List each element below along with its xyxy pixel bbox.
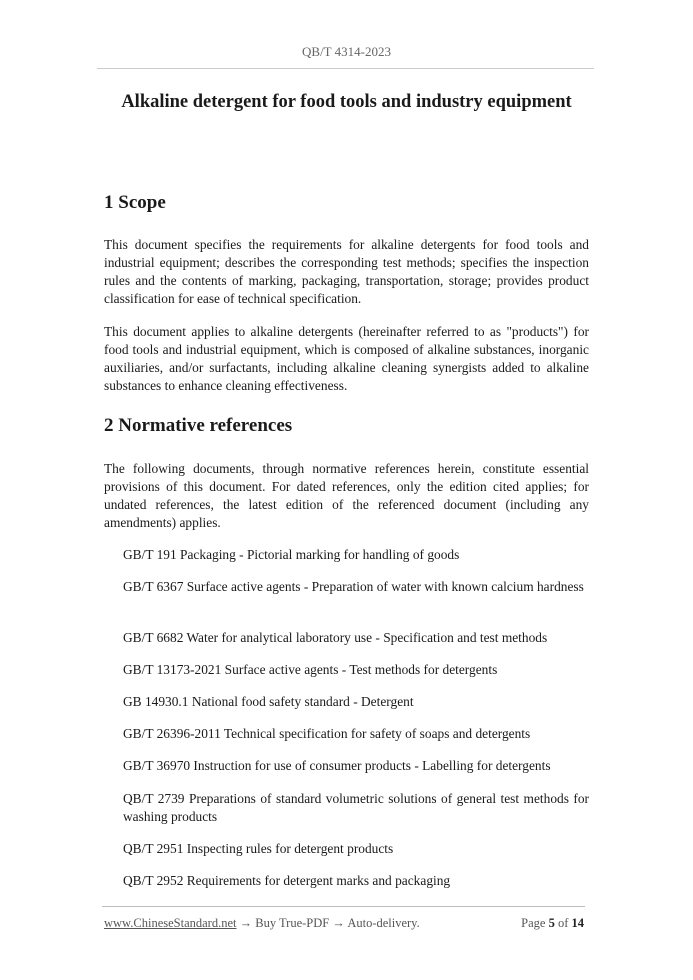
reference-item: GB 14930.1 National food safety standard - Detergent — [123, 694, 414, 709]
footer-divider — [102, 906, 585, 907]
site-link[interactable]: www.ChineseStandard.net — [104, 916, 237, 930]
scope-paragraph-2: This document applies to alkaline detergents (hereinafter referred to as "products") for food tools and industrial equipment, which is composed of alkaline substances, inorganic auxiliaries, and/or surfactants, including alkaline cleaning synergists added to alkaline substances to enhance cleaning effectiveness. — [104, 324, 589, 393]
reference-item: GB/T 6682 Water for analytical laboratory use - Specification and test methods — [123, 630, 548, 645]
page-of-label: of — [557, 916, 569, 930]
footer-promo — [104, 916, 420, 931]
reference-item: GB/T 36970 Instruction for use of consumer products - Labelling for detergents — [123, 758, 551, 773]
reference-item: QB/T 2951 Inspecting rules for detergent products — [123, 841, 394, 856]
normative-intro-paragraph: The following documents, through normative references herein, constitute essential provisions of this document. For dated references, only the edition cited applies; for undated references, the latest edition of the referenced document (including any amendments) applies. — [104, 461, 589, 530]
reference-item: QB/T 2952 Requirements for detergent marks and packaging — [123, 873, 451, 888]
header-divider — [97, 68, 594, 69]
footer-buy-text: Buy True-PDF — [255, 916, 330, 930]
page-number — [521, 916, 584, 931]
section-heading-scope: 1 Scope — [104, 192, 166, 213]
arrow-right-icon: → — [239, 916, 253, 930]
document-title: Alkaline detergent for food tools and industry equipment — [121, 92, 572, 112]
page-total: 14 — [571, 916, 584, 930]
arrow-right-icon: → — [332, 916, 345, 930]
reference-item: GB/T 26396-2011 Technical specification for safety of soaps and detergents — [123, 726, 531, 741]
reference-item: QB/T 2739 Preparations of standard volumetric solutions of general test methods for washing products — [123, 791, 589, 824]
reference-item: GB/T 13173-2021 Surface active agents - Test methods for detergents — [123, 662, 498, 677]
section-heading-normative-references: 2 Normative references — [104, 415, 293, 436]
page-current: 5 — [548, 916, 555, 930]
reference-item: GB/T 191 Packaging - Pictorial marking for handling of goods — [123, 547, 460, 562]
reference-item: GB/T 6367 Surface active agents - Preparation of water with known calcium hardness — [123, 579, 584, 594]
page-label: Page — [521, 916, 546, 930]
scope-paragraph-1: This document specifies the requirements for alkaline detergents for food tools and industrial equipment; describes the corresponding test methods; specifies the inspection rules and the contents of marking, packaging, transportation, storage; provides product classification for ease of technical specification. — [104, 237, 589, 306]
footer-delivery-text: Auto-delivery. — [347, 916, 420, 930]
page-header-standard-code: QB/T 4314-2023 — [302, 44, 391, 59]
